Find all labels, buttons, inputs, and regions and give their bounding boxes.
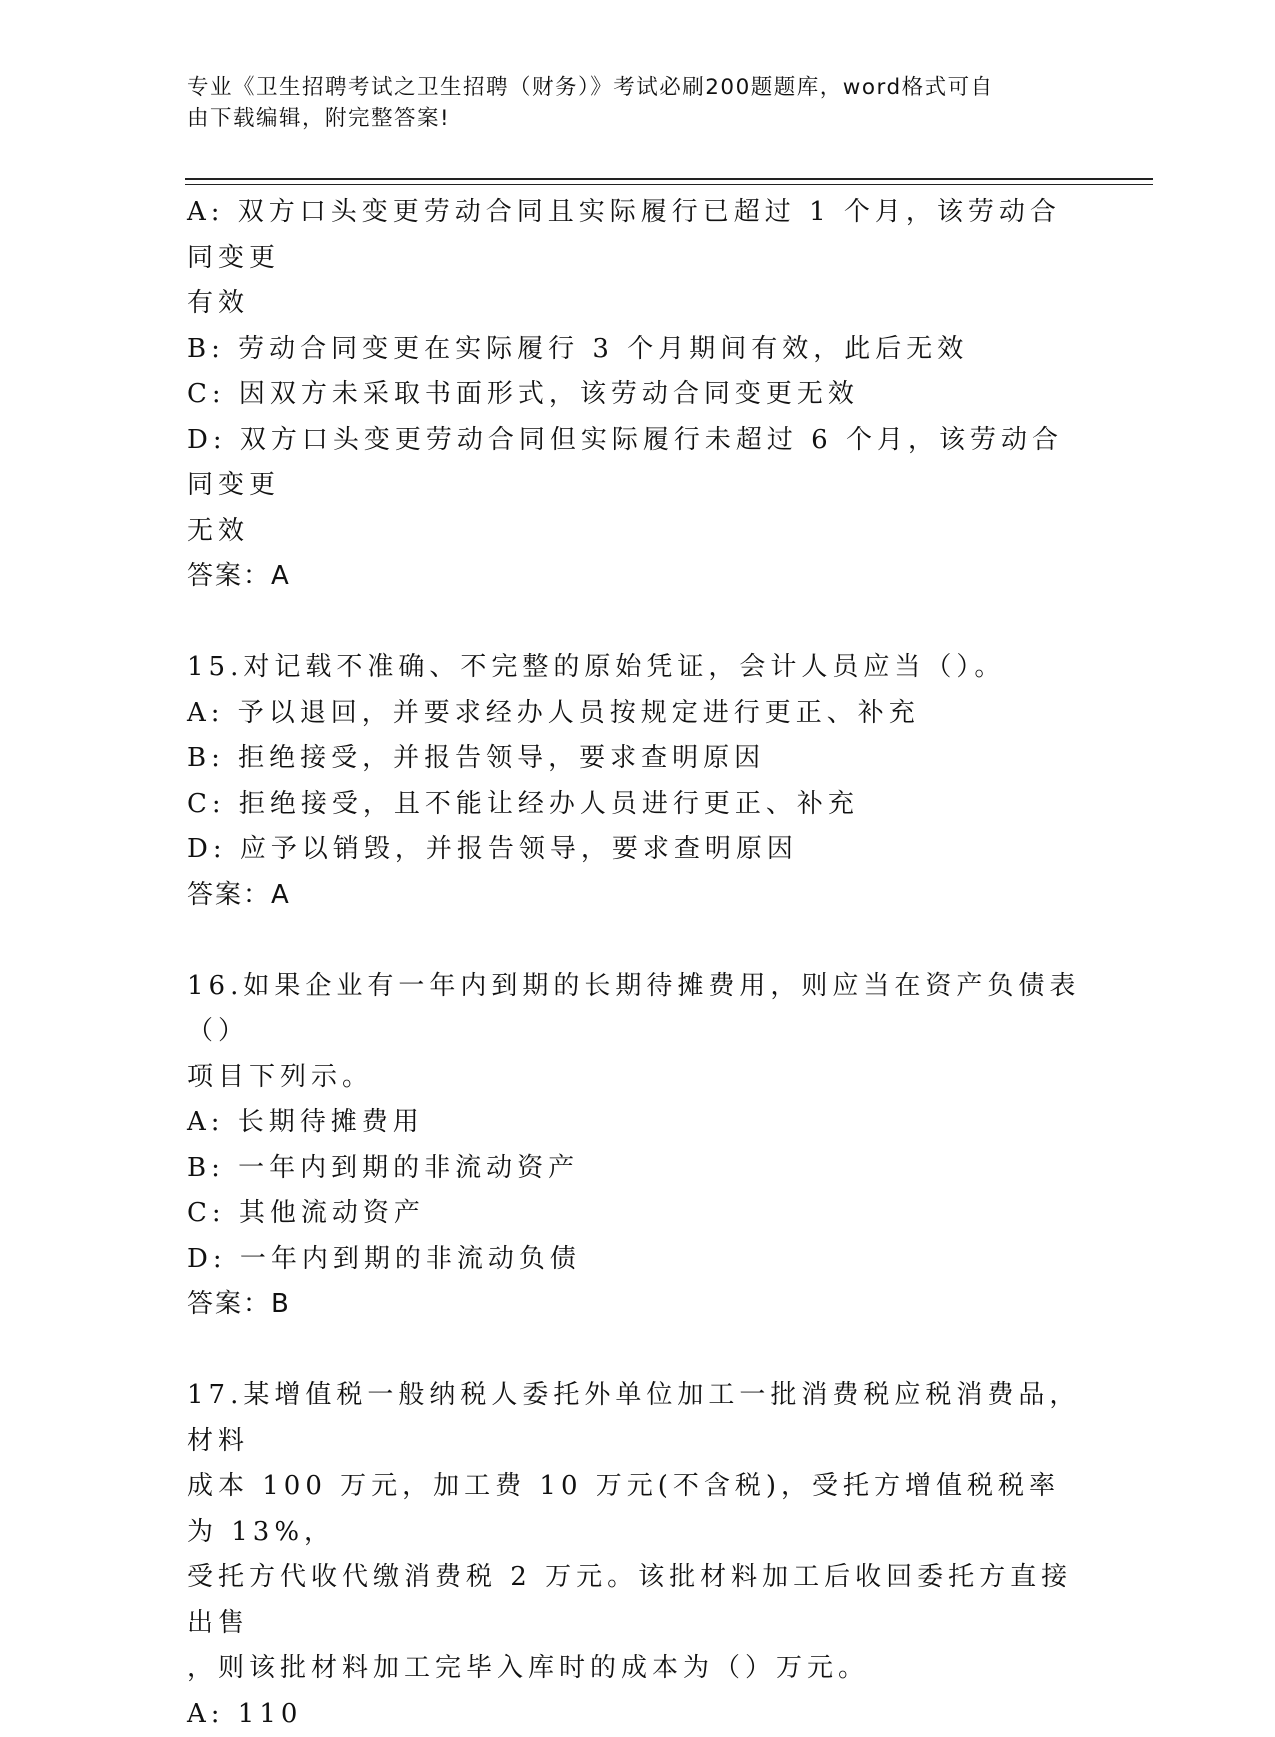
option-d-continued: 无效 [187, 509, 1087, 555]
option-b: B: 一年内到期的非流动资产 [187, 1146, 1087, 1192]
block-spacer [187, 1328, 1087, 1374]
question-text: 17.某增值税一般纳税人委托外单位加工一批消费税应税消费品，材料 [187, 1373, 1087, 1464]
header-line-1: 专业《卫生招聘考试之卫生招聘（财务）》考试必刷200题题库，word格式可自 [187, 72, 1067, 103]
answer-line: 答案：A [187, 873, 1087, 919]
option-b: B: 拒绝接受，并报告领导，要求查明原因 [187, 736, 1087, 782]
header-line-2: 由下载编辑，附完整答案! [187, 103, 1067, 134]
block-spacer [187, 918, 1087, 964]
option-c: C: 其他流动资产 [187, 1191, 1087, 1237]
option-d: D: 一年内到期的非流动负债 [187, 1237, 1087, 1283]
document-body [187, 190, 1087, 1737]
option-a: A: 长期待摊费用 [187, 1100, 1087, 1146]
option-b: B: 劳动合同变更在实际履行 3 个月期间有效，此后无效 [187, 327, 1087, 373]
header-rule-thin [185, 184, 1153, 185]
question-block-14 [187, 190, 1087, 600]
option-d: D: 应予以销毁，并报告领导，要求查明原因 [187, 827, 1087, 873]
question-text-continued: 成本 100 万元，加工费 10 万元(不含税)，受托方增值税税率为 13%， [187, 1464, 1087, 1555]
question-text: 15.对记载不准确、不完整的原始凭证，会计人员应当（）。 [187, 645, 1087, 691]
question-block-16 [187, 964, 1087, 1328]
question-text: 16.如果企业有一年内到期的长期待摊费用，则应当在资产负债表（） [187, 964, 1087, 1055]
option-a: A: 予以退回，并要求经办人员按规定进行更正、补充 [187, 691, 1087, 737]
option-a: A: 110 [187, 1692, 1087, 1737]
question-text-continued: ，则该批材料加工完毕入库时的成本为（）万元。 [187, 1646, 1087, 1692]
option-c: C: 拒绝接受，且不能让经办人员进行更正、补充 [187, 782, 1087, 828]
document-header [187, 72, 1067, 134]
option-a: A: 双方口头变更劳动合同且实际履行已超过 1 个月，该劳动合同变更 [187, 190, 1087, 281]
block-spacer [187, 600, 1087, 646]
answer-line: 答案：B [187, 1282, 1087, 1328]
question-text-continued: 项目下列示。 [187, 1055, 1087, 1101]
option-d: D: 双方口头变更劳动合同但实际履行未超过 6 个月，该劳动合同变更 [187, 418, 1087, 509]
question-text-continued: 受托方代收代缴消费税 2 万元。该批材料加工后收回委托方直接出售 [187, 1555, 1087, 1646]
question-block-15 [187, 645, 1087, 918]
option-a-continued: 有效 [187, 281, 1087, 327]
header-rule-thick [185, 178, 1153, 180]
option-c: C: 因双方未采取书面形式，该劳动合同变更无效 [187, 372, 1087, 418]
question-block-17 [187, 1373, 1087, 1737]
answer-line: 答案：A [187, 554, 1087, 600]
